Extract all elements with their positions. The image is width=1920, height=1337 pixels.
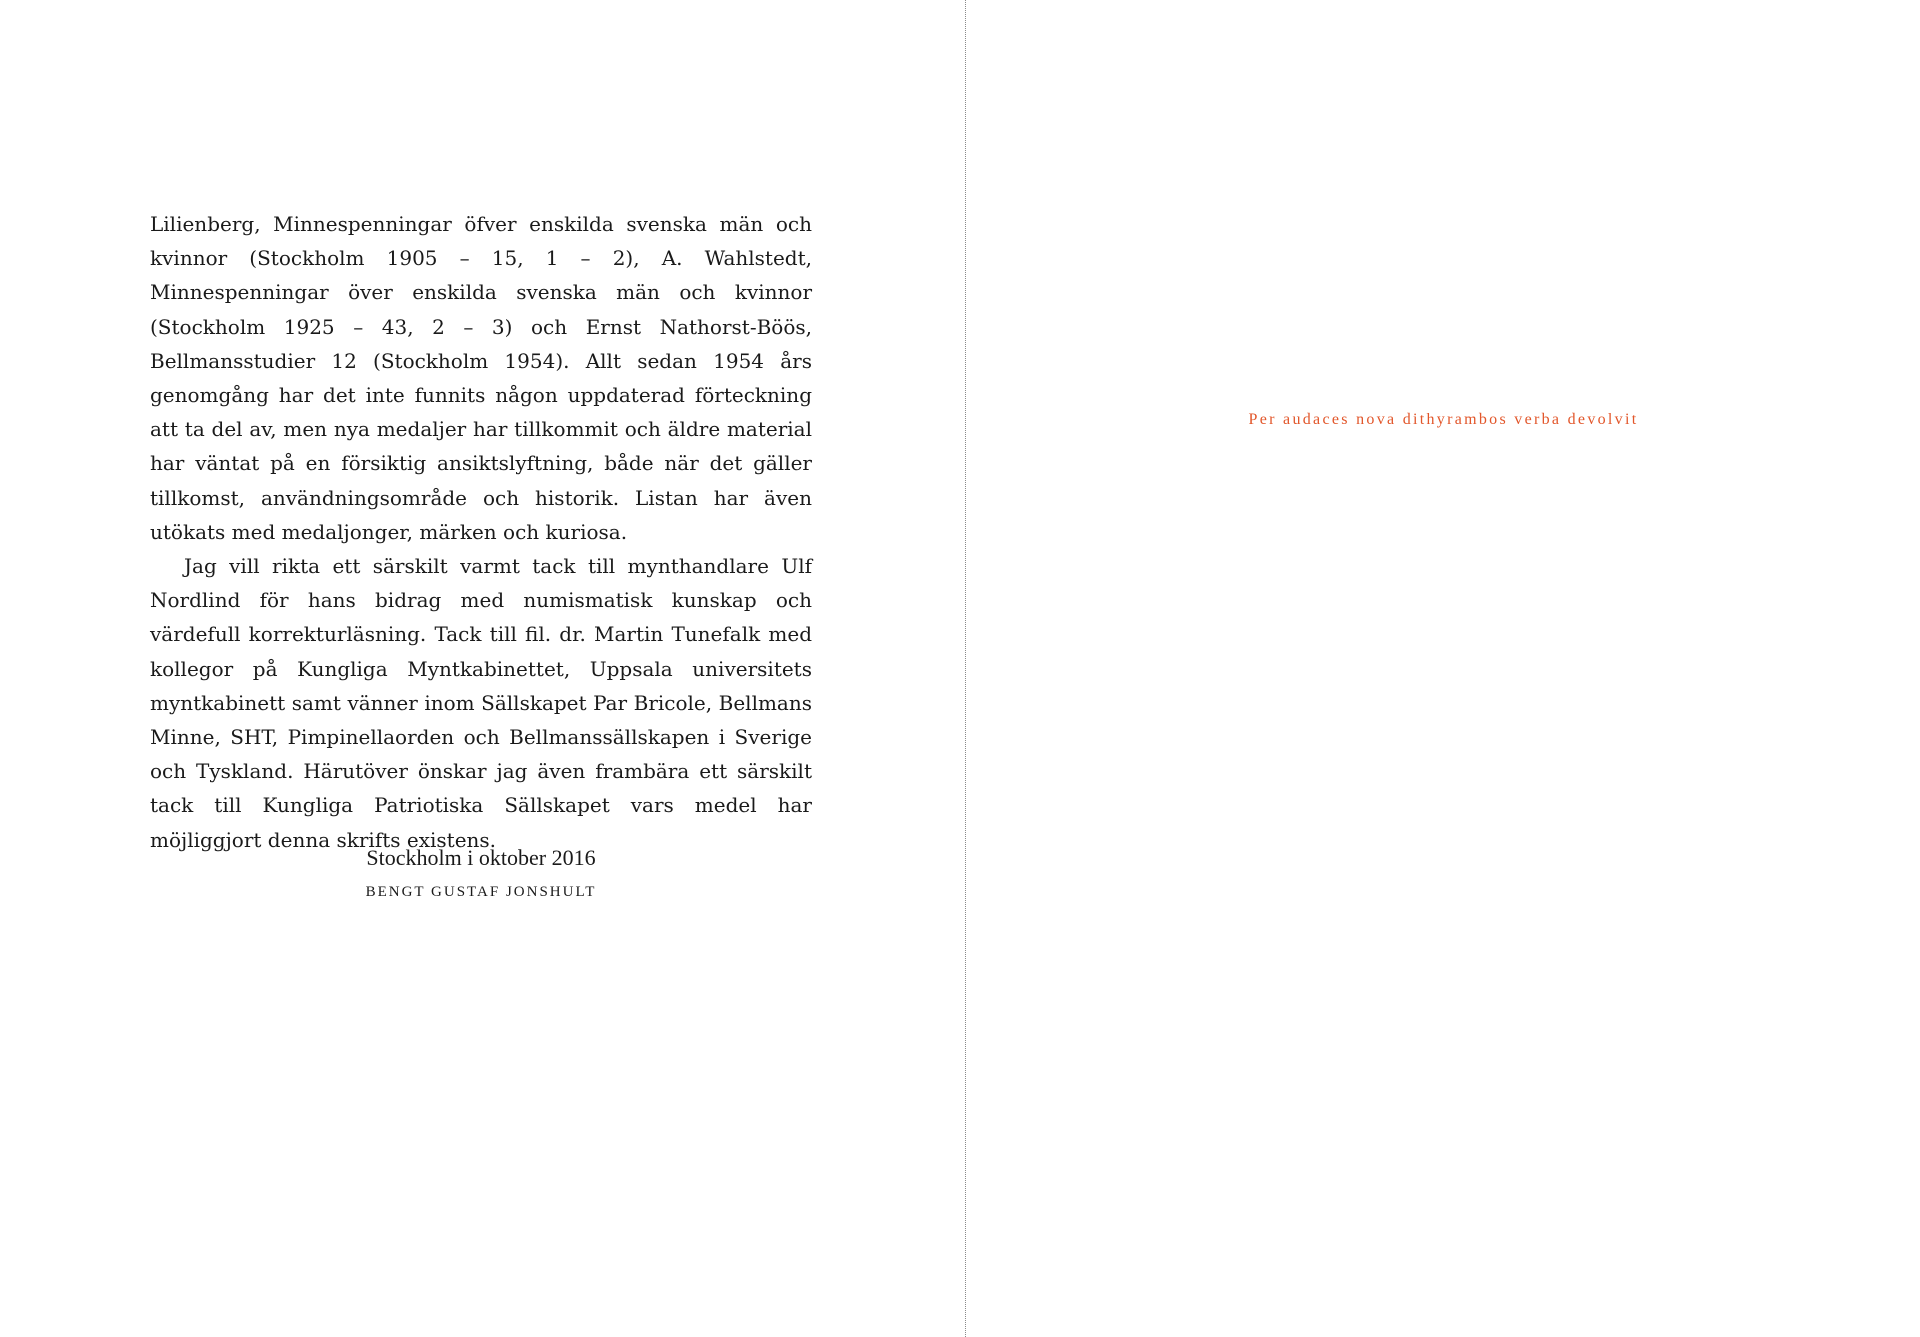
signoff — [150, 841, 812, 909]
motto-epigraph: Per audaces nova dithyrambos verba devolvit — [1248, 411, 1639, 428]
right-page — [967, 0, 1920, 1337]
signoff-place-date: Stockholm i oktober 2016 — [366, 845, 596, 870]
paragraph-acknowledgements: Jag vill rikta ett särskilt varmt tack till mynthandlare Ulf Nordlind för hans bidrag med numismatisk kunskap och värdefull korrekturläsning. Tack till fil. dr. Martin Tunefalk med kollegor på Kungliga Myntkabinettet, Uppsala universitets myntkabinett samt vänner inom Sällskapet Par Bricole, Bellmans Minne, SHT, Pimpinellaorden och Bellmanssällskapen i Sverige och Tyskland. Härutöver önskar jag även frambära ett särskilt tack till Kungliga Patriotiska Sällskapet vars medel har möjliggjort denna skrifts existens. — [150, 554, 812, 852]
paragraph-sources: Lilienberg, Minnespenningar öfver enskilda svenska män och kvinnor (Stockholm 1905 – 15, 1 – 2), A. Wahlstedt, Minnespenningar över enskilda svenska män och kvinnor (Stockholm 1925 – 43, 2 – 3) och Ernst Nathorst-Böös, Bellmansstudier 12 (Stockholm 1954). Allt sedan 1954 års genomgång har det inte funnits någon uppdaterad förteckning att ta del av, men nya medaljer har tillkommit och äldre material har väntat på en försiktig ansiktslyftning, både när det gäller tillkomst, användningsområde och historik. Listan har även utökats med medaljonger, märken och kuriosa. — [150, 212, 812, 544]
body-text — [150, 207, 812, 857]
page-gutter-divider — [965, 0, 966, 1337]
signoff-author: BENGT GUSTAF JONSHULT — [365, 884, 597, 900]
